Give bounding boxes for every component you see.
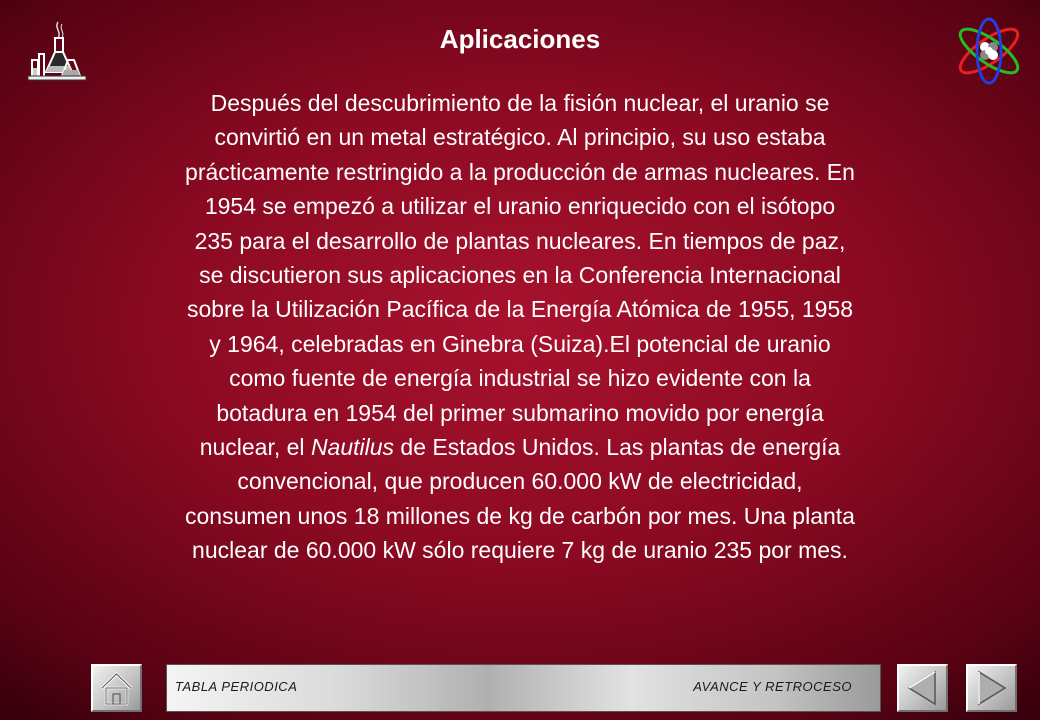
- text-segment: Después del descubrimiento de la fisión nuclear, el uranio se convirtió en un metal estratégico. Al principio, su uso estaba prácticamente restringido a la producción de armas nucleares. En 1954 se empezó a utilizar el uranio enriquecido con el isótopo 235 para el desarrollo de plantas nucleares. En tiempos de paz, se discutieron sus aplicaciones en la Conferencia Internacional sobre la Utilización Pacífica de la Energía Atómica de 1955, 1958 y 1964, celebradas en Ginebra (Suiza).El potencial de uranio como fuente de energía industrial se hizo evidente con la botadura en 1954 del primer submarino movido por energía nuclear, el: [185, 90, 855, 461]
- main-text: [86, 86, 954, 568]
- navigation-bar: [166, 664, 881, 712]
- ship-name: Nautilus: [310, 434, 395, 461]
- next-button[interactable]: [966, 664, 1017, 712]
- periodic-table-link[interactable]: TABLA PERIODICA: [175, 679, 298, 694]
- text-segment: de Estados Unidos. Las plantas de energía convencional, que producen 60.000 kW de electricidad, consumen unos 18 millones de kg de carbón por mes. Una planta nuclear de 60.000 kW sólo requiere 7 kg de uranio 235 por mes.: [185, 434, 855, 564]
- triangle-right-icon: [968, 666, 1015, 710]
- atom-icon: [950, 14, 1028, 88]
- forward-back-link[interactable]: AVANCE Y RETROCESO: [693, 679, 852, 694]
- triangle-left-icon: [899, 666, 946, 710]
- home-icon: [93, 666, 140, 710]
- page-title: Aplicaciones: [439, 24, 601, 54]
- home-button[interactable]: [91, 664, 142, 712]
- previous-button[interactable]: [897, 664, 948, 712]
